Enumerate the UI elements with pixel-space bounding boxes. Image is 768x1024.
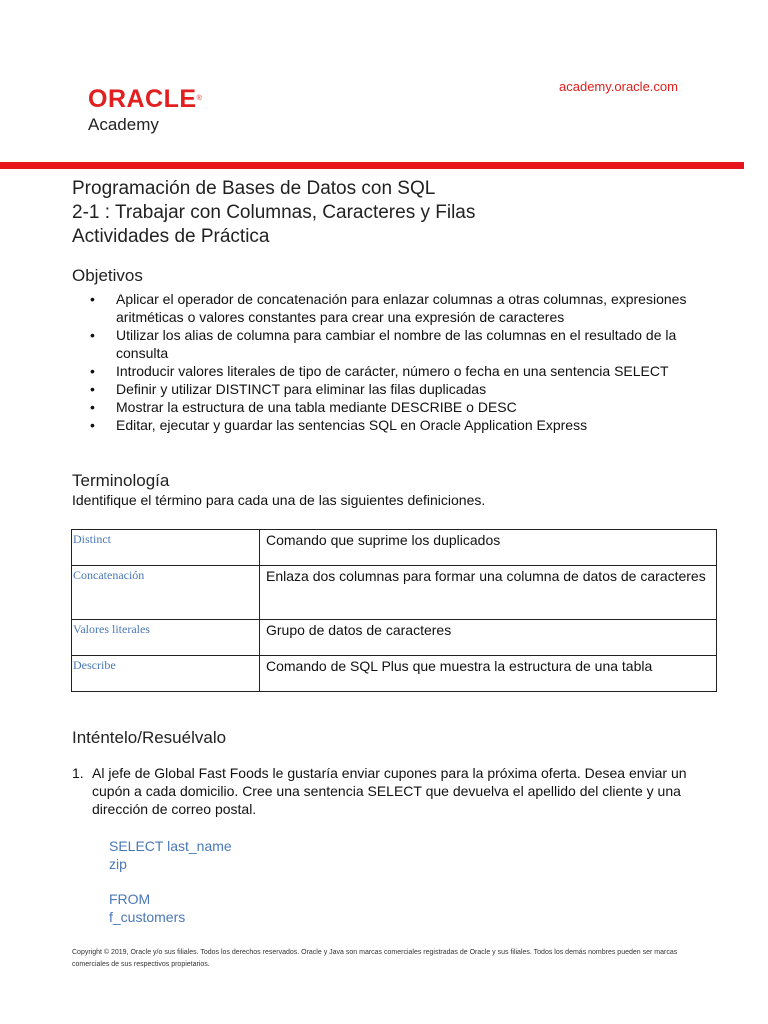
term-cell[interactable]: Distinct xyxy=(72,530,260,566)
table-row xyxy=(72,566,717,620)
title-activity: Actividades de Práctica xyxy=(72,226,270,247)
list-item: • Mostrar la estructura de una tabla mediante DESCRIBE o DESC xyxy=(72,398,722,416)
objectives-heading: Objetivos xyxy=(72,266,143,285)
answer-from-line[interactable]: FROM xyxy=(109,891,151,907)
task-number: 1. xyxy=(72,765,84,781)
terminology-table xyxy=(71,529,717,692)
answer-column-line[interactable]: zip xyxy=(109,856,127,872)
site-url-link[interactable]: academy.oracle.com xyxy=(559,79,678,94)
practice-task xyxy=(72,764,712,818)
objectives-list xyxy=(72,290,722,434)
practice-heading: Inténtelo/Resuélvalo xyxy=(72,728,227,747)
list-item: • Utilizar los alias de columna para cambiar el nombre de las columnas en el resultado de la consulta xyxy=(72,326,722,362)
document-title xyxy=(72,177,475,249)
title-course: Programación de Bases de Datos con SQL xyxy=(72,178,436,199)
answer-select-line[interactable]: SELECT last_name xyxy=(109,838,232,854)
definition-cell: Comando de SQL Plus que muestra la estructura de una tabla xyxy=(260,656,717,692)
logo-wordmark: ORACLE® xyxy=(88,85,203,113)
list-item: • Introducir valores literales de tipo de carácter, número o fecha en una sentencia SELECT xyxy=(72,362,722,380)
terminology-instruction: Identifique el término para cada una de las siguientes definiciones. xyxy=(72,492,486,508)
oracle-academy-logo xyxy=(88,86,202,136)
copyright-notice: Copyright © 2019, Oracle y/o sus filiales. Todos los derechos reservados. Oracle y Java son marcas comerciales registradas de Oracle y sus filiales. Todos los demás nombres pueden ser marcas comerciales de sus respectivos propietarios. xyxy=(72,949,678,968)
terminology-heading: Terminología xyxy=(72,471,170,490)
table-row xyxy=(72,656,717,692)
logo-registered-mark: ® xyxy=(196,95,203,102)
list-item: • Editar, ejecutar y guardar las sentencias SQL en Oracle Application Express xyxy=(72,416,722,434)
table-row xyxy=(72,620,717,656)
term-cell[interactable]: Concatenación xyxy=(72,566,260,620)
definition-cell: Grupo de datos de caracteres xyxy=(260,620,717,656)
definition-cell: Comando que suprime los duplicados xyxy=(260,530,717,566)
header-divider-bar xyxy=(0,162,744,169)
list-item: • Definir y utilizar DISTINCT para eliminar las filas duplicadas xyxy=(72,380,722,398)
term-cell[interactable]: Valores literales xyxy=(72,620,260,656)
table-row xyxy=(72,530,717,566)
answer-table-line[interactable]: f_customers xyxy=(109,909,186,925)
title-lesson: 2-1 : Trabajar con Columnas, Caracteres y Filas xyxy=(72,202,476,223)
logo-subtitle: Academy xyxy=(88,115,159,134)
definition-cell: Enlaza dos columnas para formar una columna de datos de caracteres xyxy=(260,566,717,620)
list-item: • Aplicar el operador de concatenación para enlazar columnas a otras columnas, expresiones aritméticas o valores constantes para crear una expresión de caracteres xyxy=(72,290,722,326)
task-text: Al jefe de Global Fast Foods le gustaría enviar cupones para la próxima oferta. Desea enviar un cupón a cada domicilio. Cree una sentencia SELECT que devuelva el apellido del cliente y una dirección de correo postal. xyxy=(92,765,687,817)
term-cell[interactable]: Describe xyxy=(72,656,260,692)
